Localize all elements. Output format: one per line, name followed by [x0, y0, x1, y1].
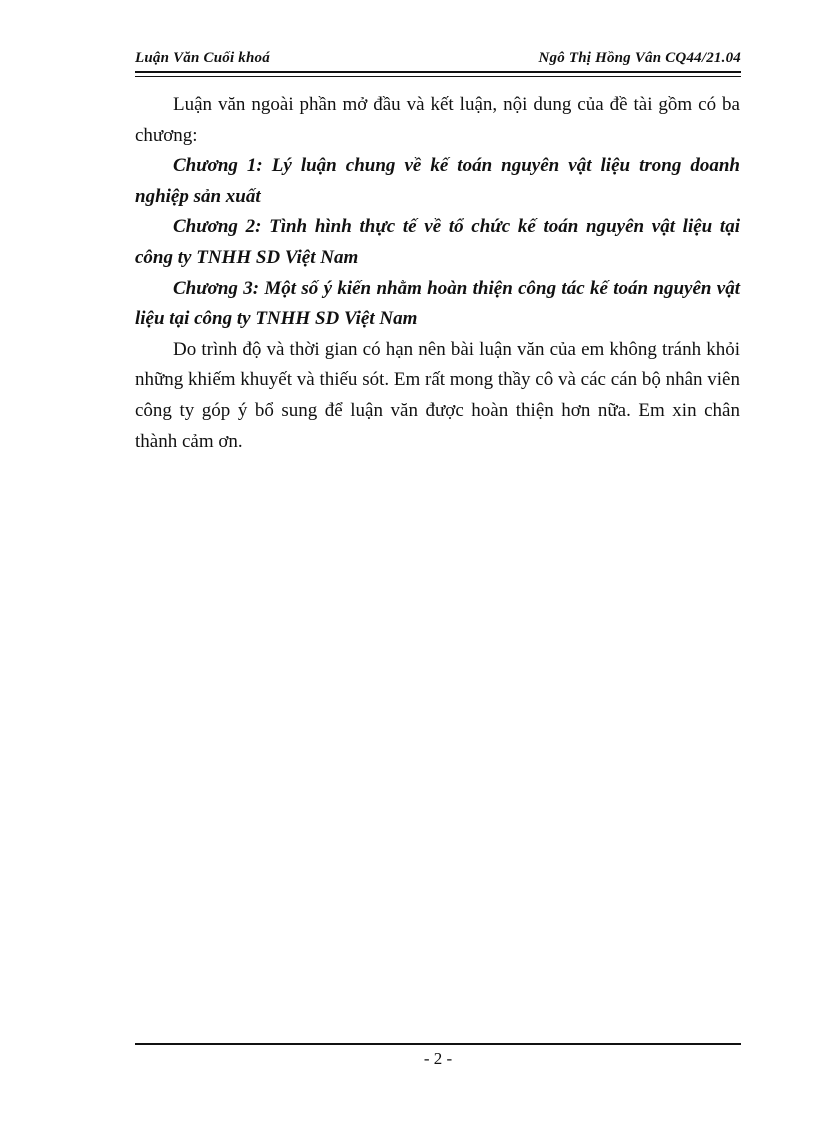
- header-document-title: Luận Văn Cuối khoá: [135, 50, 270, 66]
- header-rule-thin: [135, 76, 741, 77]
- chapter-1: Chương 1: Lý luận chung về kế toán nguyên vật liệu trong doanh nghiệp sản xuất: [135, 155, 740, 207]
- intro-paragraph: Luận văn ngoài phần mở đầu và kết luận, nội dung của đề tài gồm có ba chương:: [135, 94, 740, 146]
- page-number: - 2 -: [423, 1049, 453, 1068]
- footer-rule: [135, 1043, 741, 1045]
- chapter-3: Chương 3: Một số ý kiến nhằm hoàn thiện công tác kế toán nguyên vật liệu tại công ty TNHH SD Việt Nam: [135, 277, 740, 330]
- page-header: [135, 50, 741, 72]
- main-content: [135, 90, 740, 457]
- chapter-2: Chương 2: Tình hình thực tế về tổ chức kế toán nguyên vật liệu tại công ty TNHH SD Việt Nam: [135, 216, 740, 268]
- closing-paragraph: Do trình độ và thời gian có hạn nên bài luận văn của em không tránh khỏi những khiếm khuyết và thiếu sót. Em rất mong thầy cô và các cán bộ nhân viên công ty góp ý bổ sung để luận văn được hoàn thiện hơn nữa. Em xin chân thành cảm ơn.: [135, 338, 740, 452]
- header-author: Ngô Thị Hồng Vân CQ44/21.04: [538, 50, 741, 66]
- header-rule: [135, 71, 741, 73]
